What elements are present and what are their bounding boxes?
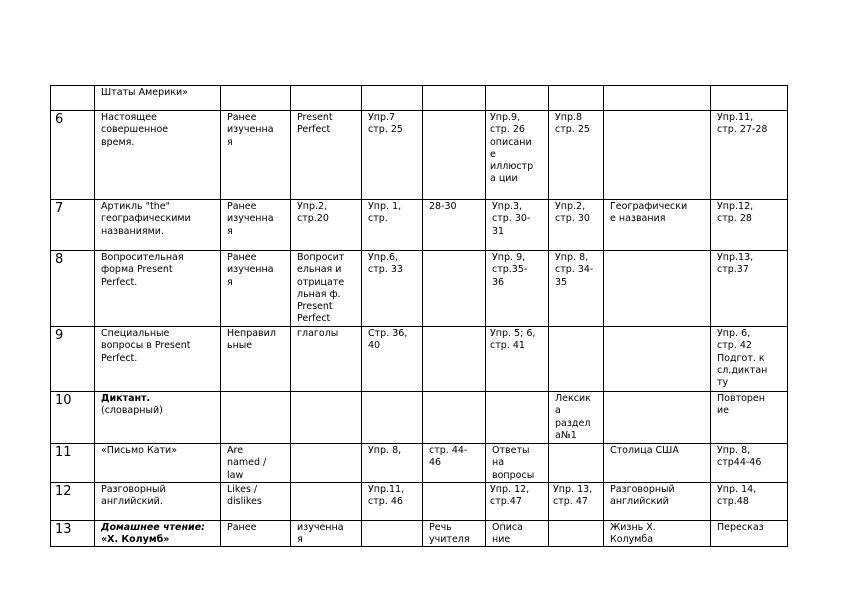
listening-cell — [423, 392, 486, 444]
lesson-number-cell: 6 — [51, 111, 95, 200]
culture-cell — [604, 251, 711, 327]
homework-cell: Упр.11, стр. 27-28 — [711, 111, 788, 200]
culture-cell: Разговорный английский — [604, 482, 711, 520]
lesson-number-cell: 10 — [51, 392, 95, 444]
listening-cell — [423, 327, 486, 392]
reading-cell — [549, 327, 604, 392]
table-row — [51, 200, 788, 251]
vocabulary-cell — [221, 392, 291, 444]
grammar-cell: глаголы — [291, 327, 362, 392]
speaking-cell: Упр. 9, стр.35- 36 — [486, 251, 549, 327]
reading-cell — [549, 520, 604, 547]
homework-cell: Повторен ие — [711, 392, 788, 444]
exercise-cell: Упр. 1, стр. — [362, 200, 423, 251]
topic-cell: Вопросительная форма Present Perfect. — [95, 251, 221, 327]
homework-cell: Пересказ — [711, 520, 788, 547]
table-row — [51, 86, 788, 111]
vocabulary-cell: Are named / law — [221, 444, 291, 483]
reading-cell: Упр.2, стр. 30 — [549, 200, 604, 251]
listening-cell — [423, 86, 486, 111]
listening-cell — [423, 251, 486, 327]
homework-cell: Упр. 8, стр44-46 — [711, 444, 788, 483]
exercise-cell: Упр.6, стр. 33 — [362, 251, 423, 327]
reading-cell — [549, 444, 604, 483]
homework-cell — [711, 86, 788, 111]
table-row — [51, 111, 788, 200]
topic-cell — [95, 520, 221, 547]
vocabulary-cell: Ранее изученна я — [221, 200, 291, 251]
topic-bold-italic-label: Домашнее чтение: — [101, 521, 205, 533]
homework-cell: Упр. 14, стр.48 — [711, 482, 788, 520]
vocabulary-cell — [221, 86, 291, 111]
culture-cell: Географически е названия — [604, 200, 711, 251]
exercise-cell: Упр. 8, — [362, 444, 423, 483]
listening-cell — [423, 482, 486, 520]
vocabulary-cell: Ранее изученна я — [221, 111, 291, 200]
topic-cell: Разговорный английский. — [95, 482, 221, 520]
lesson-number-cell: 9 — [51, 327, 95, 392]
table-row — [51, 251, 788, 327]
exercise-cell: Упр.11, стр. 46 — [362, 482, 423, 520]
speaking-cell: Упр. 12, стр.47 — [486, 482, 549, 520]
grammar-cell: Вопросит ельная и отрицате льная ф. Present Perfect — [291, 251, 362, 327]
table-row — [51, 482, 788, 520]
culture-cell: Столица США — [604, 444, 711, 483]
table-row — [51, 392, 788, 444]
grammar-cell — [291, 444, 362, 483]
reading-cell: Лексик а раздел a№1 — [549, 392, 604, 444]
listening-cell: Речь учителя — [423, 520, 486, 547]
exercise-cell — [362, 392, 423, 444]
grammar-cell — [291, 482, 362, 520]
listening-cell: стр. 44- 46 — [423, 444, 486, 483]
vocabulary-cell: Неправил ьные — [221, 327, 291, 392]
table-row — [51, 327, 788, 392]
reading-cell: Упр. 13, стр. 47 — [549, 482, 604, 520]
grammar-cell — [291, 392, 362, 444]
topic-label: (словарный) — [101, 405, 163, 417]
reading-cell: Упр.8 стр. 25 — [549, 111, 604, 200]
vocabulary-cell: Likes / dislikes — [221, 482, 291, 520]
topic-cell: Специальные вопросы в Present Perfect. — [95, 327, 221, 392]
speaking-cell: Ответы на вопросы — [486, 444, 549, 483]
lesson-plan-table — [50, 85, 788, 547]
speaking-cell: Упр. 5; 6, стр. 41 — [486, 327, 549, 392]
listening-cell: 28-30 — [423, 200, 486, 251]
topic-cell — [95, 392, 221, 444]
exercise-cell: Упр.7 стр. 25 — [362, 111, 423, 200]
listening-cell — [423, 111, 486, 200]
table-row — [51, 444, 788, 483]
exercise-cell — [362, 520, 423, 547]
homework-cell: Упр.13, стр.37 — [711, 251, 788, 327]
homework-cell: Упр.12, стр. 28 — [711, 200, 788, 251]
speaking-cell — [486, 86, 549, 111]
lesson-number-cell: 8 — [51, 251, 95, 327]
culture-cell — [604, 86, 711, 111]
exercise-cell — [362, 86, 423, 111]
homework-cell: Упр. 6, стр. 42 Подгот. к сл.диктан ту — [711, 327, 788, 392]
vocabulary-cell: Ранее — [221, 520, 291, 547]
reading-cell — [549, 86, 604, 111]
topic-cell: Артикль "the" географическими названиями. — [95, 200, 221, 251]
culture-cell: Жизнь Х. Колумба — [604, 520, 711, 547]
topic-cell: «Письмо Кати» — [95, 444, 221, 483]
table-row — [51, 520, 788, 547]
lesson-number-cell: 12 — [51, 482, 95, 520]
lesson-number-cell — [51, 86, 95, 111]
topic-bold-label: Диктант. — [101, 393, 151, 404]
reading-cell: Упр. 8, стр. 34- 35 — [549, 251, 604, 327]
culture-cell — [604, 327, 711, 392]
culture-cell — [604, 111, 711, 200]
lesson-number-cell: 11 — [51, 444, 95, 483]
lesson-number-cell: 13 — [51, 520, 95, 547]
grammar-cell — [291, 86, 362, 111]
culture-cell — [604, 392, 711, 444]
speaking-cell: Упр.9, стр. 26 описани е иллюстр а ции — [486, 111, 549, 200]
grammar-cell: Упр.2, стр.20 — [291, 200, 362, 251]
grammar-cell: Present Perfect — [291, 111, 362, 200]
speaking-cell: Описа ние — [486, 520, 549, 547]
topic-cell: Штаты Америки» — [95, 86, 221, 111]
speaking-cell: Упр.3, стр. 30- 31 — [486, 200, 549, 251]
lesson-number-cell: 7 — [51, 200, 95, 251]
vocabulary-cell: Ранее изученна я — [221, 251, 291, 327]
exercise-cell: Стр. 36, 40 — [362, 327, 423, 392]
topic-cell: Настоящее совершенное время. — [95, 111, 221, 200]
speaking-cell — [486, 392, 549, 444]
topic-label: «Х. Колумб» — [101, 534, 170, 546]
grammar-cell: изученна я — [291, 520, 362, 547]
